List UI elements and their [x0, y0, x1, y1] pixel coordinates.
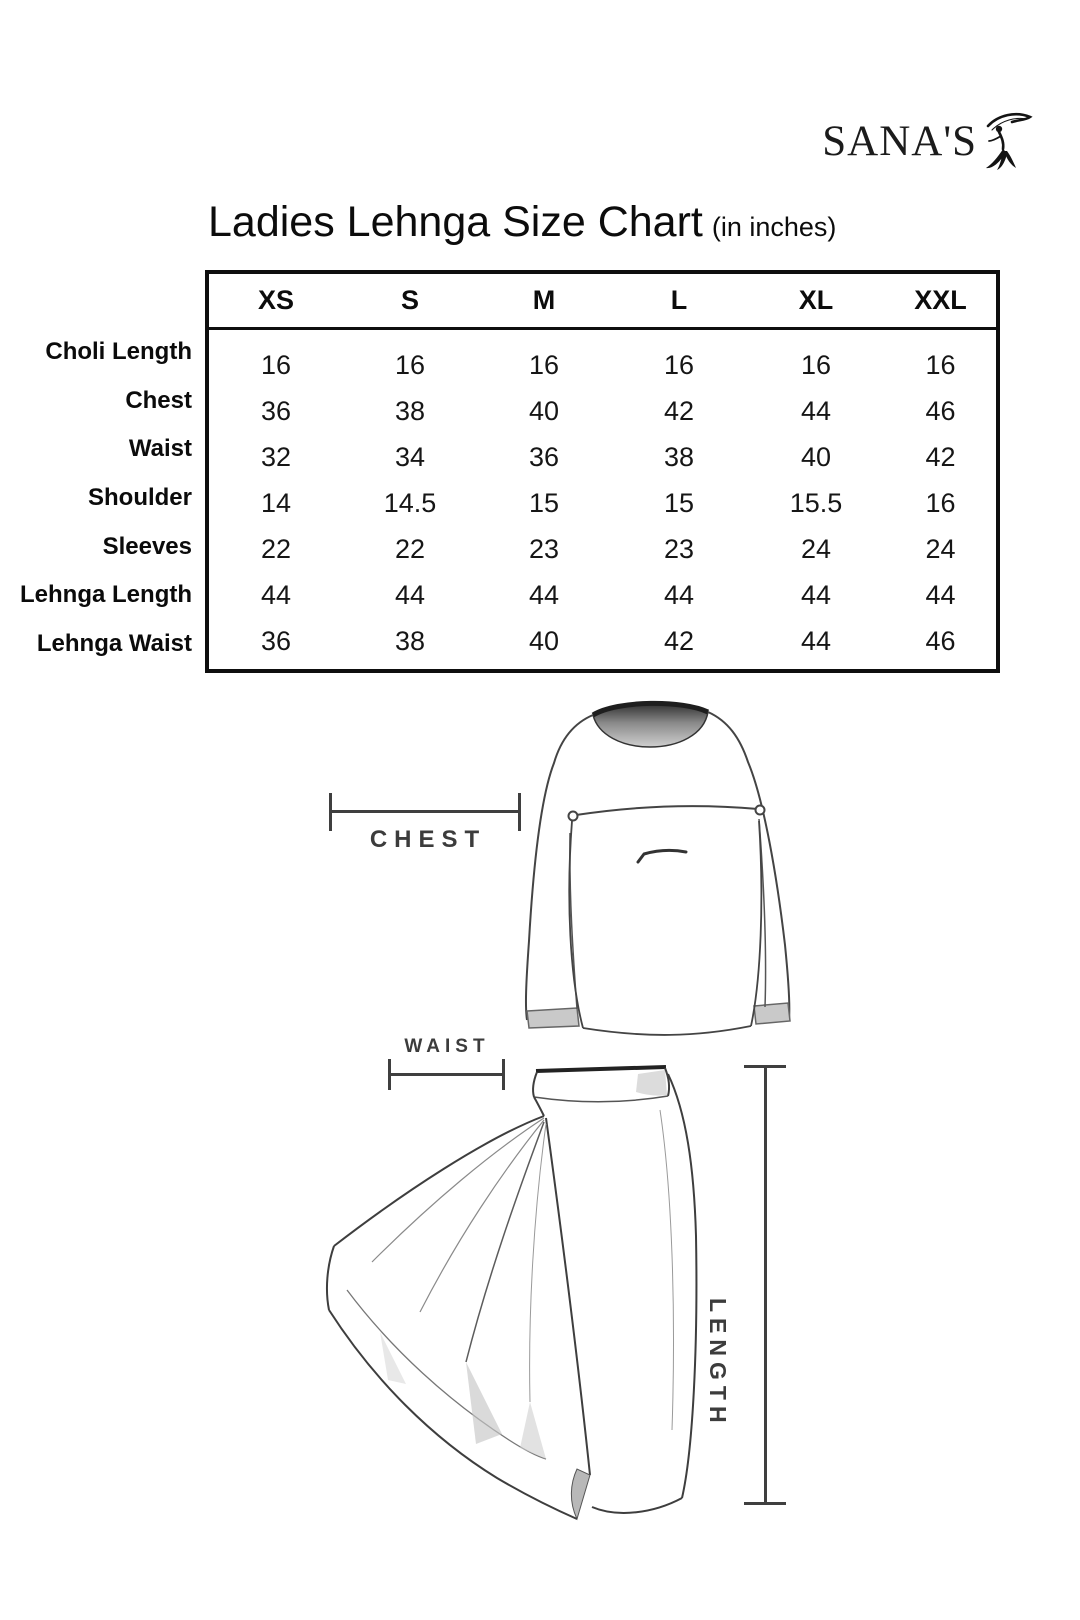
size-value-cell: 38: [394, 626, 426, 657]
size-value-cell: 16: [925, 487, 956, 518]
size-value-cell: 34: [394, 441, 426, 472]
size-value-cell: 32: [260, 441, 292, 472]
size-column-header: XXL: [914, 285, 967, 315]
row-label: Choli Length: [45, 338, 192, 366]
row-label: Shoulder: [87, 483, 192, 511]
size-column-header: XL: [798, 285, 834, 315]
size-value-cell: 44: [394, 580, 426, 611]
size-table: [205, 270, 1000, 673]
size-value-cell: 44: [528, 580, 560, 611]
waist-measure-label: WAIST: [404, 1036, 490, 1057]
row-label: Lehnga Waist: [36, 629, 192, 657]
size-value-cell: 46: [925, 626, 956, 657]
size-value-cell: 22: [394, 534, 426, 565]
length-measure-label: LENGTH: [705, 1297, 731, 1429]
size-value-cell: 44: [925, 580, 956, 611]
size-value-cell: 46: [925, 395, 956, 426]
size-value-cell: 36: [260, 626, 292, 657]
size-value-cell: 16: [925, 349, 956, 380]
page-title: [208, 198, 836, 247]
size-value-cell: 38: [663, 441, 695, 472]
size-value-cell: 16: [260, 349, 292, 380]
brand-name: SANA'S: [822, 117, 977, 165]
dancing-woman-icon: [982, 110, 1034, 172]
size-value-cell: 36: [528, 441, 560, 472]
size-value-cell: 22: [260, 534, 292, 565]
page-title-main: Ladies Lehnga Size Chart: [208, 198, 703, 246]
size-value-cell: 16: [663, 349, 695, 380]
row-label: Sleeves: [102, 532, 192, 560]
size-value-cell: 15: [528, 487, 560, 518]
size-column-header: S: [400, 285, 419, 315]
size-value-cell: 24: [800, 534, 832, 565]
size-value-cell: 16: [800, 349, 832, 380]
size-value-cell: 23: [663, 534, 695, 565]
size-value-cell: 40: [528, 626, 560, 657]
measurement-row-labels: [0, 328, 192, 668]
size-value-cell: 44: [260, 580, 292, 611]
row-label: Chest: [125, 386, 192, 414]
size-value-cell: 24: [925, 534, 956, 565]
size-value-cell: 40: [800, 441, 832, 472]
size-value-cell: 23: [528, 534, 560, 565]
size-table-body: [209, 330, 996, 669]
size-column-header: M: [532, 285, 556, 315]
size-value-cell: 44: [800, 580, 832, 611]
size-value-cell: 15.5: [789, 487, 843, 518]
size-value-cell: 40: [528, 395, 560, 426]
size-column-header: XS: [257, 285, 295, 315]
size-value-cell: 38: [394, 395, 426, 426]
row-label: Waist: [128, 435, 192, 463]
size-table-header: [209, 274, 996, 330]
size-value-cell: 42: [663, 395, 695, 426]
size-value-cell: 16: [528, 349, 560, 380]
size-value-cell: 44: [663, 580, 695, 611]
page-title-unit: (in inches): [711, 212, 837, 242]
size-value-cell: 44: [800, 626, 832, 657]
size-column-header: L: [670, 285, 688, 315]
choli-sketch: [488, 695, 798, 1040]
size-value-cell: 42: [925, 441, 956, 472]
chest-measure-label: CHEST: [369, 826, 487, 853]
brand-logo: [822, 110, 1034, 172]
row-label: Lehnga Length: [20, 581, 192, 609]
size-value-cell: 42: [663, 626, 695, 657]
size-value-cell: 36: [260, 395, 292, 426]
size-value-cell: 15: [663, 487, 695, 518]
lehnga-sketch: [280, 1050, 810, 1530]
size-value-cell: 14: [260, 487, 292, 518]
size-value-cell: 44: [800, 395, 832, 426]
size-value-cell: 14.5: [383, 487, 437, 518]
size-value-cell: 16: [394, 349, 426, 380]
